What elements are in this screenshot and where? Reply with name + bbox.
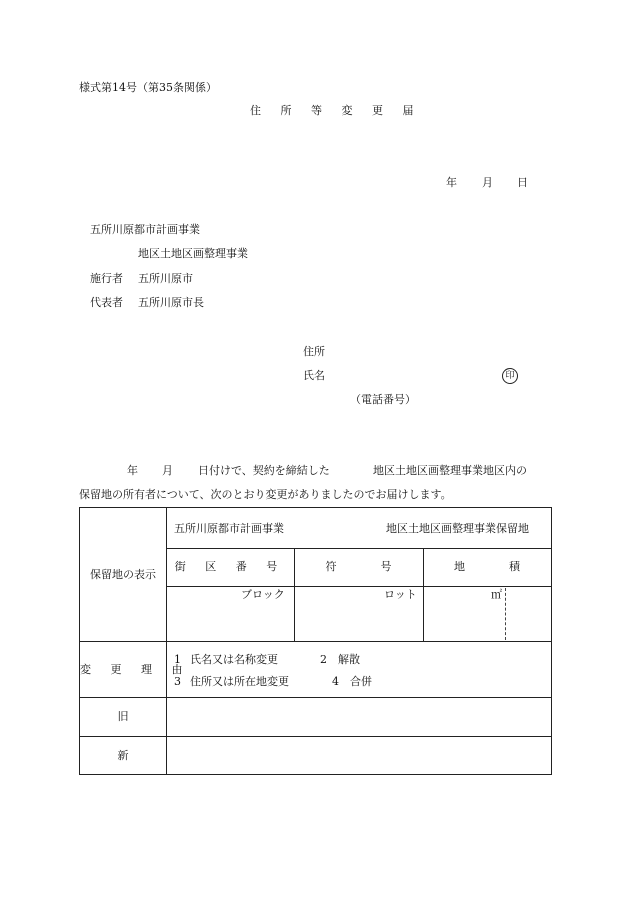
form-table xyxy=(79,507,552,775)
reason-4-number: 4 xyxy=(332,675,339,688)
applicant-address-label: 住所 xyxy=(303,345,325,358)
reason-3-number: 3 xyxy=(174,675,181,688)
executor-label: 施行者 xyxy=(90,272,123,285)
reason-label: 変 更 理 由 xyxy=(80,663,191,676)
reason-2-text: 解散 xyxy=(338,653,360,666)
representative-value: 五所川原市長 xyxy=(138,296,204,309)
col-block-number: 街 区 番 号 xyxy=(174,560,286,573)
seal-icon: 印 xyxy=(502,368,518,384)
reason-4-text: 合併 xyxy=(350,675,372,688)
project-left-text: 五所川原都市計画事業 xyxy=(174,522,284,535)
applicant-name-label: 氏名 xyxy=(303,369,325,382)
recipient-project-line2: 地区土地区画整理事業 xyxy=(138,247,248,260)
date-month-label: 月 xyxy=(482,176,493,189)
reason-2-number: 2 xyxy=(320,653,327,666)
date-day-label: 日 xyxy=(517,176,528,189)
new-label: 新 xyxy=(117,749,129,762)
representative-label: 代表者 xyxy=(90,296,123,309)
reason-1-number: 1 xyxy=(174,653,181,666)
reserved-land-label: 保留地の表示 xyxy=(90,568,156,581)
recipient-project-line1: 五所川原都市計画事業 xyxy=(90,223,200,236)
reason-3-text: 住所又は所在地変更 xyxy=(190,675,289,688)
executor-value: 五所川原市 xyxy=(138,272,193,285)
reason-1-text: 氏名又は名称変更 xyxy=(190,653,278,666)
form-number: 様式第14号（第35条関係） xyxy=(79,81,217,94)
body-month: 月 xyxy=(162,464,173,477)
unit-block: ブロック xyxy=(241,588,285,601)
unit-lot: ロット xyxy=(384,588,417,601)
col-code: 符 号 xyxy=(325,560,392,573)
date-year-label: 年 xyxy=(446,176,457,189)
unit-area: ㎡ xyxy=(491,588,502,601)
body-year: 年 xyxy=(127,464,138,477)
project-right-text: 地区土地区画整理事業保留地 xyxy=(386,522,529,535)
body-district-text: 地区土地区画整理事業地区内の xyxy=(373,464,527,477)
document-title: 住 所 等 変 更 届 xyxy=(250,104,422,117)
body-line2: 保留地の所有者について、次のとおり変更がありましたのでお届けします。 xyxy=(79,488,452,501)
old-label: 旧 xyxy=(117,710,129,723)
body-day-text: 日付けで、契約を締結した xyxy=(198,464,330,477)
applicant-phone-label: （電話番号） xyxy=(350,393,416,406)
col-area: 地 積 xyxy=(454,560,520,573)
